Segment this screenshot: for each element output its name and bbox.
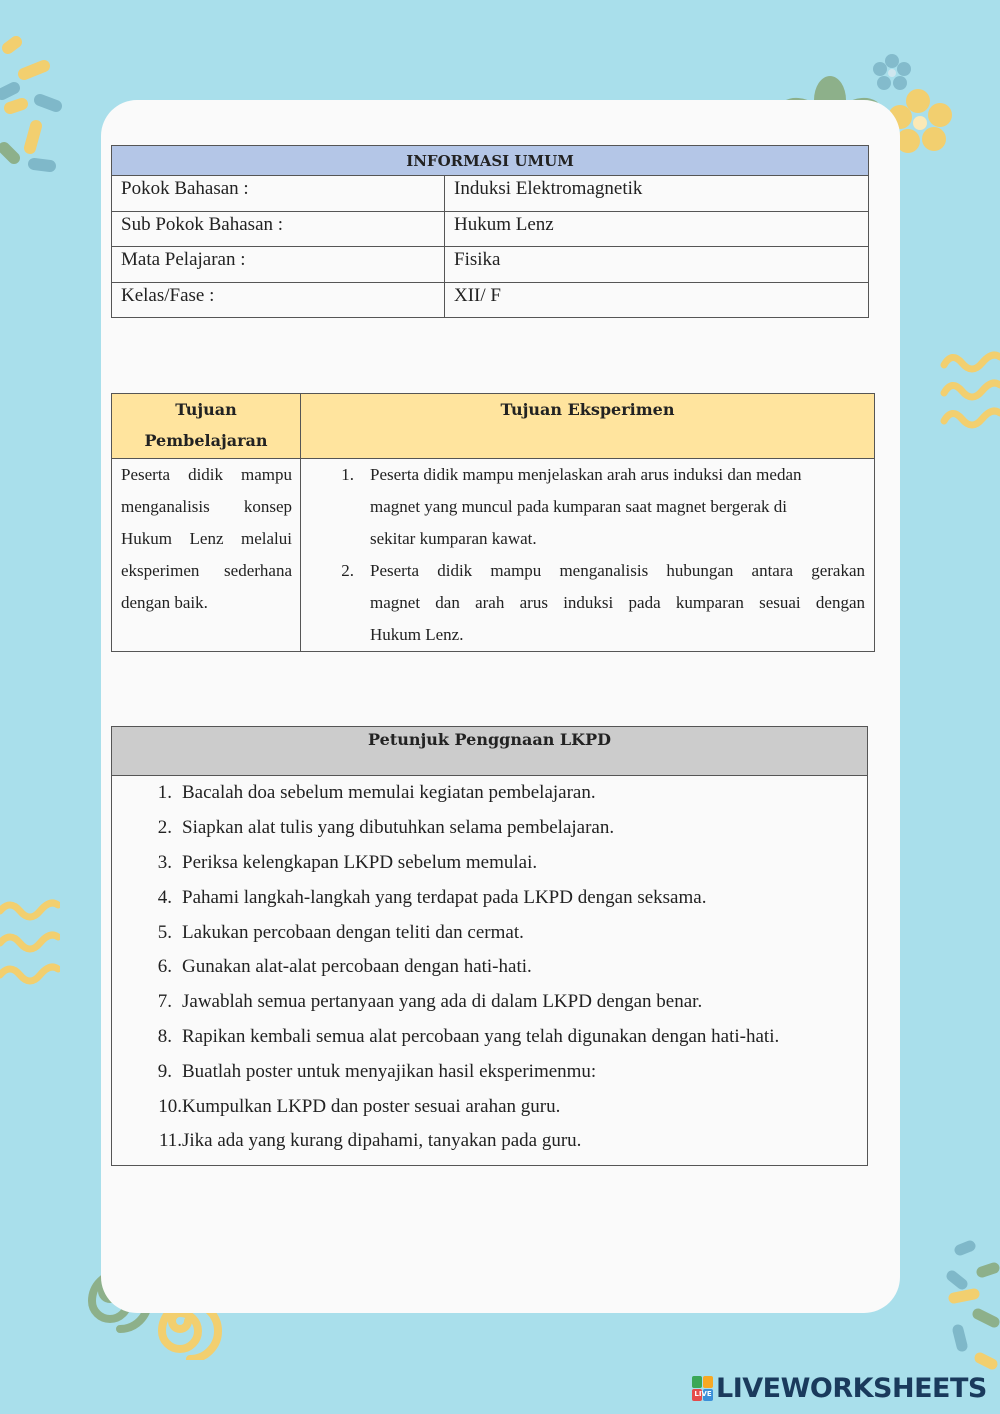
mata-pelajaran-value: Fisika [445,247,869,283]
petunjuk-table [111,726,868,1166]
tujuan-table [111,393,875,652]
list-text-line: magnet yang muncul pada kumparan saat magnet bergerak di [370,497,787,516]
list-item [301,491,865,523]
petunjuk-header: Petunjuk Penggnaan LKPD [112,727,868,776]
word: mampu [240,465,292,484]
list-text-line: sekitar kumparan kawat. [370,529,537,548]
list-item [301,587,865,619]
list-number: 2. [157,817,172,839]
table-row [112,211,869,247]
liveworksheets-logo-icon [692,1376,714,1402]
list-number: 5. [157,921,172,943]
word: Lenz [189,529,224,548]
wave-right-decoration [938,345,1000,445]
word: Peserta [121,465,171,484]
list-text: Rapikan kembali semua alat percobaan yang telah digunakan dengan hati-hati. [182,1025,780,1047]
tujuan-pembelajaran-line [121,555,292,587]
sub-pokok-bahasan-label: Sub Pokok Bahasan : [112,211,445,247]
list-text: Gunakan alat-alat percobaan dengan hati-hati. [182,956,532,978]
word: konsep [243,497,292,516]
list-item [112,1124,867,1159]
word: dengan baik. [121,593,208,612]
mata-pelajaran-label: Mata Pelajaran : [112,247,445,283]
kelas-fase-label: Kelas/Fase : [112,282,445,318]
list-item [112,846,867,881]
word: didik [188,465,224,484]
list-number: 7. [157,991,172,1013]
list-number [301,523,370,555]
petunjuk-list [112,776,867,1159]
list-number: 6. [157,956,172,978]
petunjuk-list-cell [112,776,868,1166]
list-item [112,1020,867,1055]
list-text: Periksa kelengkapan LKPD sebelum memulai. [182,851,538,873]
list-text-line: magnet dan arah arus induksi pada kumparan sesuai dengan [370,593,865,612]
list-text: Buatlah poster untuk menyajikan hasil eksperimenmu: [182,1060,597,1082]
list-item [112,880,867,915]
list-item [301,619,865,651]
tujuan-pembelajaran-line [121,523,292,555]
liveworksheets-logo[interactable] [692,1373,987,1404]
list-text-line: Peserta didik mampu menjelaskan arah arus induksi dan medan [370,465,802,484]
list-text-line: Peserta didik mampu menganalisis hubungan antara gerakan [370,561,865,580]
list-item [112,1054,867,1089]
list-text: Jika ada yang kurang dipahami, tanyakan pada guru. [182,1130,582,1152]
list-item [301,459,865,491]
informasi-umum-header: INFORMASI UMUM [112,146,869,176]
list-number: 1. [157,782,172,804]
kelas-fase-value: XII/ F [445,282,869,318]
tujuan-pembelajaran-line [121,587,292,619]
tujuan-pembelajaran-header-line2: Pembelajaran [144,431,268,450]
word: menganalisis [121,497,210,516]
list-number: 2. [341,561,354,580]
table-row [112,282,869,318]
tujuan-pembelajaran-line [121,491,292,523]
wave-left-decoration [0,895,60,1005]
list-item [112,1089,867,1124]
list-text: Pahami langkah-langkah yang terdapat pada LKPD dengan seksama. [182,886,707,908]
list-number: 10. [158,1095,182,1117]
word: Hukum [121,529,172,548]
list-number: 3. [157,851,172,873]
liveworksheets-text: LIVEWORKSHEETS [716,1373,987,1404]
list-number: 9. [157,1060,172,1082]
tujuan-eksperimen-header: Tujuan Eksperimen [301,394,875,459]
logo-letters: LIVE [694,1389,712,1398]
list-text: Jawablah semua pertanyaan yang ada di dalam LKPD dengan benar. [182,991,703,1013]
tujuan-eksperimen-list [301,459,875,652]
list-item [112,985,867,1020]
tujuan-pembelajaran-line [121,459,292,491]
dash-confetti-top-left-decoration [0,30,70,190]
word: sederhana [224,561,292,580]
informasi-umum-table [111,145,869,318]
dash-confetti-bottom-right-decoration [940,1240,1000,1390]
pokok-bahasan-value: Induksi Elektromagnetik [445,176,869,212]
list-text: Siapkan alat tulis yang dibutuhkan selama pembelajaran. [182,817,615,839]
word: melalui [241,529,292,548]
pokok-bahasan-label: Pokok Bahasan : [112,176,445,212]
list-number [301,587,370,619]
list-number: 11. [158,1130,182,1152]
list-item [301,555,865,587]
table-row [112,247,869,283]
tujuan-pembelajaran-text [112,459,301,652]
table-row [112,176,869,212]
list-number: 1. [341,465,354,484]
list-text: Bacalah doa sebelum memulai kegiatan pembelajaran. [182,782,596,804]
list-text: Lakukan percobaan dengan teliti dan cermat. [182,921,524,943]
list-item [112,811,867,846]
list-text: Kumpulkan LKPD dan poster sesuai arahan guru. [182,1095,561,1117]
list-item [112,915,867,950]
list-number: 8. [157,1025,172,1047]
word: eksperimen [121,561,200,580]
list-text-line: Hukum Lenz. [370,625,464,644]
list-item [112,950,867,985]
list-number [301,491,370,523]
list-item [301,523,865,555]
sub-pokok-bahasan-value: Hukum Lenz [445,211,869,247]
tujuan-pembelajaran-header [112,394,301,459]
list-number: 4. [157,886,172,908]
list-item [112,776,867,811]
tujuan-pembelajaran-header-line1: Tujuan [175,400,237,419]
list-number [301,619,370,651]
